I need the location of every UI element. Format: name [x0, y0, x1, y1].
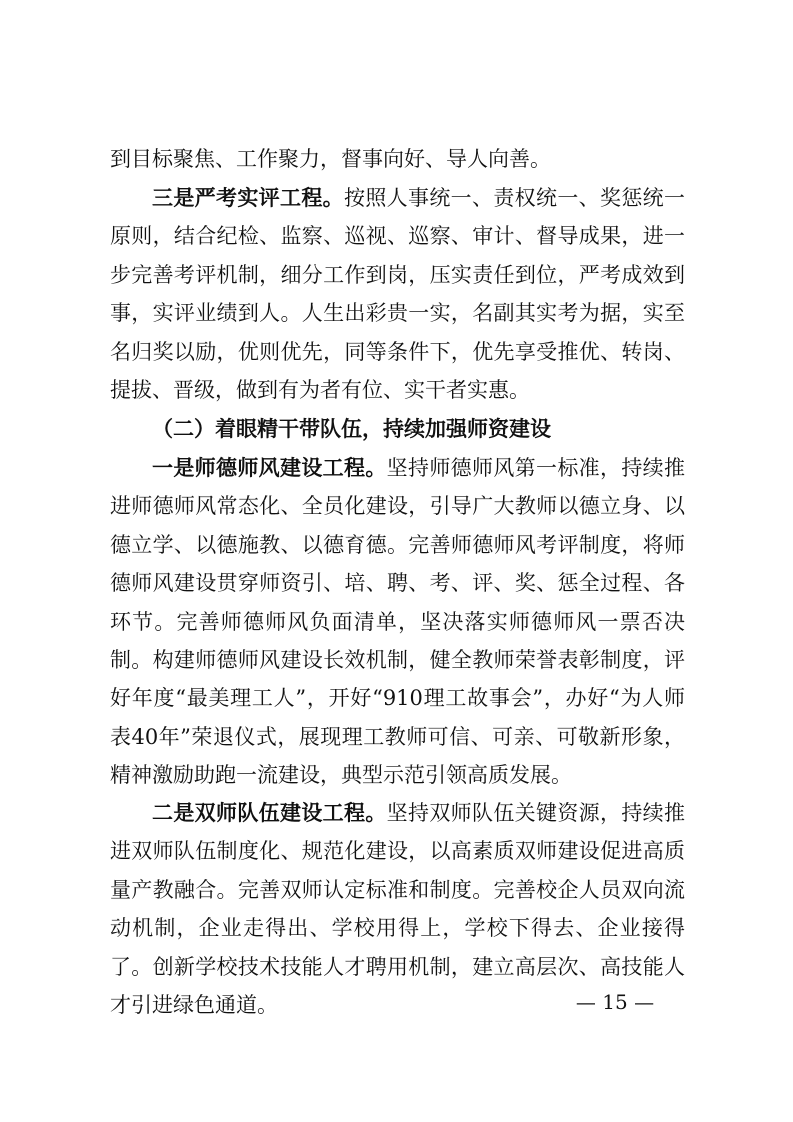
page-number: — 15 —	[575, 990, 655, 1014]
paragraph-continuation	[110, 140, 685, 178]
paragraph-strict-evaluation	[110, 179, 685, 409]
paragraph-text: 按照人事统一、责权统一、奖惩统一原则，结合纪检、监察、巡视、巡察、审计、督导成果，进一步完善考评机制，细分工作到岗，压实责任到位，严考成效到事，实评业绩到人。人生出彩贵一实，名副其实考为据，实至名归奖以励，优则优先，同等条件下，优先享受推优、转岗、提拔、晋级，做到有为者有位、实干者实惠。	[110, 186, 685, 403]
paragraph-text: 坚持师德师风第一标准，持续推进师德师风常态化、全员化建设，引导广大教师以德立身、以德立学、以德施教、以德育德。完善师德师风考评制度，将师德师风建设贯穿师资引、培、聘、考、评、奖、惩全过程、各环节。完善师德师风负面清单，坚决落实师德师风一票否决制。构建师德师风建设长效机制，健全教师荣誉表彰制度，评好年度“最美理工人”，开好“910理工故事会”，办好“为人师表40年”荣退仪式，展现理工教师可信、可亲、可敬新形象，精神激励助跑一流建设，典型示范引领高质发展。	[110, 456, 686, 788]
paragraph-teacher-ethics	[110, 449, 685, 795]
paragraph-text: 到目标聚焦、工作聚力，督事向好、导人向善。	[110, 147, 551, 171]
paragraph-lead: 三是严考实评工程。	[152, 185, 344, 210]
paragraph-lead: 二是双师队伍建设工程。	[152, 800, 387, 825]
section-heading: （二）着眼精干带队伍，持续加强师资建设	[152, 416, 551, 441]
paragraph-text: 坚持双师队伍关键资源，持续推进双师队伍制度化、规范化建设，以高素质双师建设促进高质量产教融合。完善双师认定标准和制度。完善校企人员双向流动机制，企业走得出、学校用得上，学校下得去、企业接得了。创新学校技术技能人才聘用机制，建立高层次、高技能人才引进绿色通道。	[110, 801, 686, 1018]
paragraph-lead: 一是师德师风建设工程。	[152, 455, 387, 480]
